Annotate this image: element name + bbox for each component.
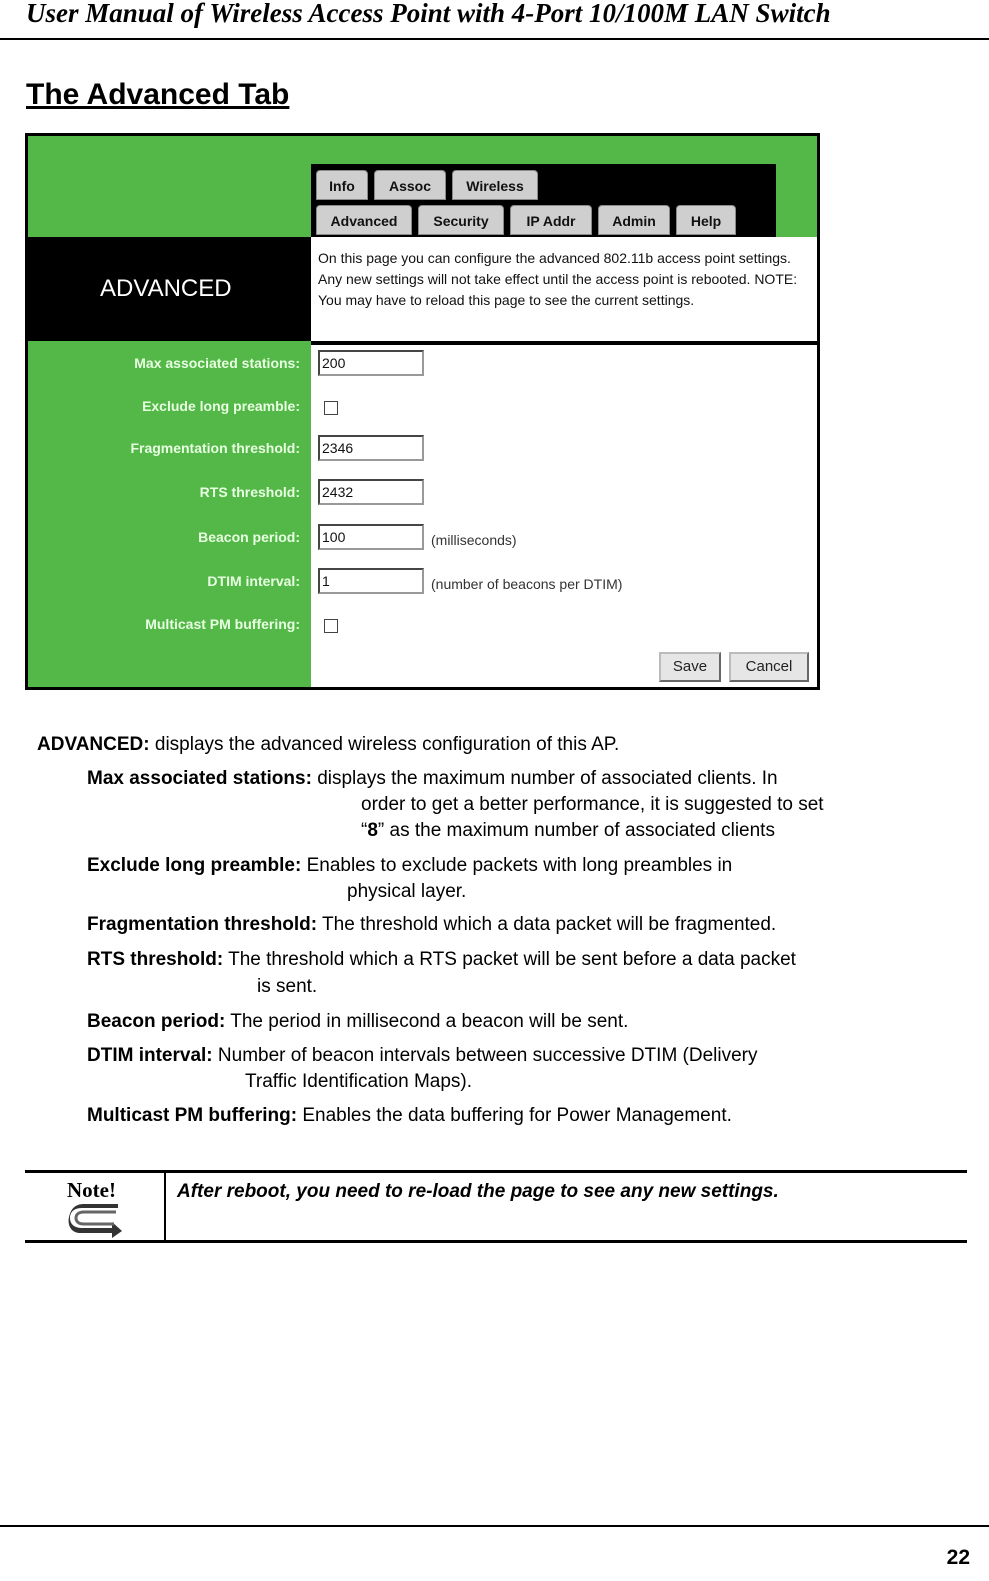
term-beacon-period: Beacon period: [87,1011,226,1032]
note-divider [164,1173,166,1240]
quote-close-text: ” as the maximum number of associated clients [377,820,775,841]
desc-exclude-preamble-2: physical layer. [347,881,467,902]
desc-max-stations-1: displays the maximum number of associated clients. In [311,768,778,789]
suggested-value: 8 [367,820,378,841]
beacon-period-label: Beacon period: [198,529,300,545]
desc-dtim-interval-1: Number of beacon intervals between successive DTIM (Delivery [212,1045,758,1066]
advanced-intro [37,734,619,756]
desc-multicast-pm: Enables the data buffering for Power Management. [297,1105,732,1126]
item-frag-threshold [87,912,776,938]
page-description: On this page you can configure the advanced 802.11b access point settings. Any new settings will not take effect until the access point is rebooted. NOTE: You may have to reload this page to see the current settings. [318,250,798,308]
multicast-pm-label: Multicast PM buffering: [145,616,300,632]
note-top-rule [25,1170,967,1173]
exclude-preamble-checkbox[interactable] [324,401,338,415]
term-exclude-preamble: Exclude long preamble: [87,855,302,876]
item-rts-threshold [87,947,796,973]
item-beacon-period [87,1009,628,1035]
item-multicast-pm [87,1103,732,1129]
term-dtim-interval: DTIM interval: [87,1045,213,1066]
tab-assoc[interactable]: Assoc [374,170,446,200]
tab-advanced[interactable]: Advanced [316,205,412,235]
dtim-interval-input[interactable]: 1 [318,568,424,594]
tab-security[interactable]: Security [418,205,504,235]
tab-wireless[interactable]: Wireless [452,170,538,200]
frag-threshold-label: Fragmentation threshold: [130,440,300,456]
quote-open: “ [361,820,368,841]
exclude-preamble-label: Exclude long preamble: [142,398,300,414]
beacon-period-input[interactable]: 100 [318,524,424,550]
footer-rule [0,1525,989,1527]
tab-ip-addr[interactable]: IP Addr [510,205,592,235]
desc-frag-threshold: The threshold which a data packet will be fragmented. [317,914,777,935]
panel-divider [311,341,820,345]
page-number: 22 [946,1546,970,1569]
cancel-button[interactable]: Cancel [729,652,809,682]
desc-exclude-preamble-1: Enables to exclude packets with long preambles in [301,855,733,876]
note-bottom-rule [25,1240,967,1243]
item-dtim-interval [87,1043,758,1069]
term-rts-threshold: RTS threshold: [87,949,224,970]
advanced-tab-screenshot [25,133,820,690]
max-stations-input[interactable]: 200 [318,350,424,376]
term-frag-threshold: Fragmentation threshold: [87,914,318,935]
dtim-interval-label: DTIM interval: [207,573,300,589]
max-stations-label: Max associated stations: [134,355,300,371]
note-arrow-icon [68,1202,124,1238]
term-multicast-pm: Multicast PM buffering: [87,1105,298,1126]
beacon-period-unit: (milliseconds) [431,532,517,548]
desc-rts-threshold-2: is sent. [257,976,318,997]
term-max-stations: Max associated stations: [87,768,312,789]
section-title: The Advanced Tab [26,78,290,111]
note-text: After reboot, you need to re-load the page to see any new settings. [177,1181,779,1202]
rts-threshold-label: RTS threshold: [199,484,300,500]
page-heading: ADVANCED [100,275,232,302]
running-header: User Manual of Wireless Access Point with 4-Port 10/100M LAN Switch [26,0,831,28]
desc-max-stations-2: order to get a better performance, it is suggested to set [361,794,824,815]
tab-admin[interactable]: Admin [598,205,670,235]
tab-help[interactable]: Help [676,205,736,235]
dtim-interval-unit: (number of beacons per DTIM) [431,576,623,592]
header-rule [0,38,989,40]
desc-dtim-interval-2: Traffic Identification Maps). [245,1071,473,1092]
rts-threshold-input[interactable]: 2432 [318,479,424,505]
tab-info[interactable]: Info [316,170,368,200]
save-button[interactable]: Save [659,652,721,682]
desc-beacon-period: The period in millisecond a beacon will be sent. [225,1011,629,1032]
intro-term: ADVANCED: [37,734,150,755]
desc-rts-threshold-1: The threshold which a RTS packet will be sent before a data packet [223,949,796,970]
desc-max-stations-3 [361,818,775,844]
frag-threshold-input[interactable]: 2346 [318,435,424,461]
note-label: Note! [67,1178,116,1202]
multicast-pm-checkbox[interactable] [324,619,338,633]
item-max-stations [87,766,778,792]
intro-text: displays the advanced wireless configuration of this AP. [149,734,620,755]
item-exclude-preamble [87,853,732,879]
